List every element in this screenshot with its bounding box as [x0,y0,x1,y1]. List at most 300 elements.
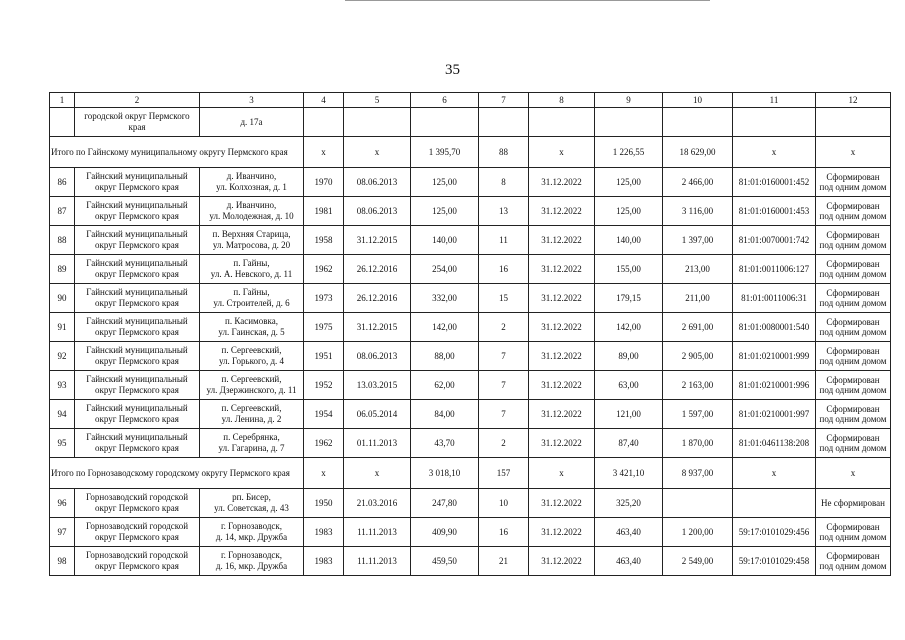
address-line: ул. Молодежная, д. 10 [209,211,294,221]
municipality [75,429,200,458]
subtotal-c9: 3 421,10 [595,458,663,489]
housing-register-table [49,92,891,576]
municipality-line: края [128,122,146,132]
cost-value: 2 905,00 [663,342,733,371]
cell-empty [733,108,816,137]
status-line: Сформирован [826,404,880,414]
land-area: 155,00 [595,255,663,284]
address-line: д. 16, мкр. Дружба [215,561,288,571]
status-line: под одним домом [819,327,887,337]
address-line: ул. Советская, д. 43 [214,503,289,513]
year-built: 1962 [304,429,344,458]
planned-date: 31.12.2022 [529,313,595,342]
status-line: под одним домом [819,414,887,424]
status-line: под одним домом [819,561,887,571]
row-number: 87 [50,197,75,226]
residents-count: 7 [479,342,529,371]
residents-count: 11 [479,226,529,255]
recognition-date: 26.12.2016 [344,255,411,284]
address-line: п. Гайны, [233,287,270,297]
municipality [75,371,200,400]
status-line: под одним домом [819,385,887,395]
subtotal-c6: 1 395,70 [411,137,479,168]
living-area: 88,00 [411,342,479,371]
year-built: 1958 [304,226,344,255]
row-number: 97 [50,518,75,547]
page-number: 35 [445,62,460,78]
table-row [50,197,891,226]
address [200,168,304,197]
address-line: ул. Матросова, д. 20 [212,240,291,250]
cost-value: 2 549,00 [663,547,733,576]
subtotal-c11: х [733,458,816,489]
subtotal-c8: х [529,458,595,489]
row-number: 96 [50,489,75,518]
residents-count: 10 [479,489,529,518]
address-line: ул. Строителей, д. 6 [213,298,290,308]
cell-empty [304,108,344,137]
column-number-row [50,93,891,108]
col-num: 12 [816,93,891,108]
municipality-line: округ Пермского края [95,443,179,453]
cadastral-number [733,489,816,518]
residents-count: 21 [479,547,529,576]
subtotal-c10: 18 629,00 [663,137,733,168]
municipality-line: Гайнский муниципальный [86,200,188,210]
year-built: 1954 [304,400,344,429]
cadastral-number: 59:17:0101029:456 [733,518,816,547]
row-number: 91 [50,313,75,342]
cost-value: 213,00 [663,255,733,284]
table-row [50,284,891,313]
cadastral-number: 81:01:0210001:996 [733,371,816,400]
municipality-line: Гайнский муниципальный [86,171,188,181]
municipality-line: округ Пермского края [95,211,179,221]
table-row [50,489,891,518]
year-built: 1970 [304,168,344,197]
table-row [50,168,891,197]
planned-date: 31.12.2022 [529,547,595,576]
top-rule [345,0,710,1]
recognition-date: 26.12.2016 [344,284,411,313]
status [816,313,891,342]
year-built: 1973 [304,284,344,313]
address-line: д. 14, мкр. Дружба [215,532,288,542]
cell-empty [411,108,479,137]
municipality-line: городской округ Пермского [84,111,190,121]
status-line: Сформирован [826,433,880,443]
subtotal-c7: 88 [479,137,529,168]
cadastral-number: 81:01:0210001:999 [733,342,816,371]
cell-empty [663,108,733,137]
residents-count: 13 [479,197,529,226]
municipality-line: округ Пермского края [95,240,179,250]
col-num: 1 [50,93,75,108]
cell-empty [50,108,75,137]
status-line: Сформирован [826,522,880,532]
status [816,429,891,458]
subtotal-c10: 8 937,00 [663,458,733,489]
municipality-line: округ Пермского края [95,385,179,395]
status-line: Сформирован [826,317,880,327]
status-line: Сформирован [826,201,880,211]
living-area: 142,00 [411,313,479,342]
municipality-line: округ Пермского края [95,356,179,366]
municipality-line: Гайнский муниципальный [86,229,188,239]
subtotal-c4: х [304,137,344,168]
address-line: ул. Гаинская, д. 5 [218,327,285,337]
subtotal-c11: х [733,137,816,168]
address-line: ул. Горького, д. 4 [218,356,285,366]
land-area: 179,15 [595,284,663,313]
municipality-line: округ Пермского края [95,532,179,542]
planned-date: 31.12.2022 [529,371,595,400]
status-line: под одним домом [819,356,887,366]
cost-value: 3 116,00 [663,197,733,226]
cost-value: 1 597,00 [663,400,733,429]
cadastral-number: 81:01:0461138:208 [733,429,816,458]
year-built: 1983 [304,518,344,547]
municipality [75,313,200,342]
table-row [50,342,891,371]
planned-date: 31.12.2022 [529,489,595,518]
residents-count: 16 [479,255,529,284]
col-num: 5 [344,93,411,108]
subtotal-label: Итого по Гайнскому муниципальному округу Пермского края [50,137,304,168]
col-num: 9 [595,93,663,108]
subtotal-c8: х [529,137,595,168]
status-line: Сформирован [826,230,880,240]
status-line: под одним домом [819,298,887,308]
municipality-line: округ Пермского края [95,298,179,308]
address-line: п. Сергеевский, [221,345,282,355]
residents-count: 7 [479,400,529,429]
table-row [50,429,891,458]
table-row [50,400,891,429]
land-area: 142,00 [595,313,663,342]
municipality-line: округ Пермского края [95,503,179,513]
cell-empty [344,108,411,137]
subtotal-label: Итого по Горнозаводскому городскому округу Пермского края [50,458,304,489]
municipality-line: Горнозаводский городской [85,521,189,531]
recognition-date: 08.06.2013 [344,342,411,371]
row-number: 88 [50,226,75,255]
status [816,518,891,547]
residents-count: 15 [479,284,529,313]
living-area: 459,50 [411,547,479,576]
status-line: Сформирован [826,346,880,356]
municipality-line: округ Пермского края [95,414,179,424]
status-line: Сформирован [826,551,880,561]
address [200,371,304,400]
row-number: 89 [50,255,75,284]
municipality [75,226,200,255]
residents-count: 16 [479,518,529,547]
table-row [50,371,891,400]
cost-value: 1 200,00 [663,518,733,547]
living-area: 409,90 [411,518,479,547]
municipality-line: округ Пермского края [95,561,179,571]
living-area: 125,00 [411,168,479,197]
land-area: 140,00 [595,226,663,255]
address-cell: д. 17а [200,108,304,137]
status-line: под одним домом [819,443,887,453]
row-number: 98 [50,547,75,576]
status-line: Сформирован [826,172,880,182]
municipality-line: Гайнский муниципальный [86,432,188,442]
residents-count: 8 [479,168,529,197]
cost-value: 2 691,00 [663,313,733,342]
table-body [50,93,891,576]
year-built: 1983 [304,547,344,576]
land-area: 125,00 [595,168,663,197]
municipality-line: округ Пермского края [95,327,179,337]
municipality [75,168,200,197]
year-built: 1950 [304,489,344,518]
planned-date: 31.12.2022 [529,400,595,429]
residents-count: 2 [479,429,529,458]
year-built: 1975 [304,313,344,342]
land-area: 325,20 [595,489,663,518]
status [816,255,891,284]
address [200,547,304,576]
table-row [50,518,891,547]
status-line: Не сформирован [821,498,885,508]
address-line: д. Иванчино, [226,171,277,181]
address [200,284,304,313]
cadastral-number: 81:01:0160001:453 [733,197,816,226]
cost-value: 2 466,00 [663,168,733,197]
municipality [75,400,200,429]
municipality-line: Горнозаводский городской [85,550,189,560]
status [816,197,891,226]
municipality [75,284,200,313]
cost-value: 211,00 [663,284,733,313]
col-num: 8 [529,93,595,108]
subtotal-c5: х [344,458,411,489]
municipality [75,518,200,547]
cost-value: 2 163,00 [663,371,733,400]
subtotal-c4: х [304,458,344,489]
recognition-date: 01.11.2013 [344,429,411,458]
row-number: 92 [50,342,75,371]
col-num: 6 [411,93,479,108]
municipality [75,547,200,576]
planned-date: 31.12.2022 [529,518,595,547]
municipality-line: Гайнский муниципальный [86,258,188,268]
status [816,489,891,518]
municipality [75,255,200,284]
land-area: 87,40 [595,429,663,458]
year-built: 1952 [304,371,344,400]
address-line: п. Сергеевский, [221,403,282,413]
continuation-row [50,108,891,137]
cost-value [663,489,733,518]
cost-value: 1 397,00 [663,226,733,255]
municipality-line: округ Пермского края [95,182,179,192]
living-area: 254,00 [411,255,479,284]
col-num: 3 [200,93,304,108]
residents-count: 7 [479,371,529,400]
recognition-date: 21.03.2016 [344,489,411,518]
col-num: 11 [733,93,816,108]
address [200,226,304,255]
living-area: 62,00 [411,371,479,400]
recognition-date: 06.05.2014 [344,400,411,429]
recognition-date: 08.06.2013 [344,168,411,197]
living-area: 43,70 [411,429,479,458]
col-num: 4 [304,93,344,108]
recognition-date: 13.03.2015 [344,371,411,400]
municipality-line: Гайнский муниципальный [86,374,188,384]
cadastral-number: 81:01:0011006:31 [733,284,816,313]
municipality-cell [75,108,200,137]
municipality [75,342,200,371]
recognition-date: 08.06.2013 [344,197,411,226]
land-area: 63,00 [595,371,663,400]
living-area: 125,00 [411,197,479,226]
recognition-date: 31.12.2015 [344,226,411,255]
status [816,400,891,429]
living-area: 247,80 [411,489,479,518]
address [200,400,304,429]
status [816,342,891,371]
address [200,255,304,284]
subtotal-c12: х [816,137,891,168]
table-row [50,547,891,576]
col-num: 7 [479,93,529,108]
municipality-line: Гайнский муниципальный [86,403,188,413]
year-built: 1951 [304,342,344,371]
address-line: п. Верхняя Старица, [212,229,291,239]
address-line: п. Серебрянка, [223,432,280,442]
address-line: ул. Гагарина, д. 7 [218,443,285,453]
living-area: 84,00 [411,400,479,429]
cadastral-number: 81:01:0080001:540 [733,313,816,342]
table-row [50,226,891,255]
year-built: 1962 [304,255,344,284]
cell-empty [529,108,595,137]
cadastral-number: 81:01:0210001:997 [733,400,816,429]
cell-empty [816,108,891,137]
municipality-line: округ Пермского края [95,269,179,279]
cell-empty [479,108,529,137]
col-num: 2 [75,93,200,108]
land-area: 89,00 [595,342,663,371]
status [816,547,891,576]
status-line: под одним домом [819,211,887,221]
land-area: 463,40 [595,518,663,547]
subtotal-c5: х [344,137,411,168]
address [200,197,304,226]
subtotal-c12: х [816,458,891,489]
status [816,371,891,400]
planned-date: 31.12.2022 [529,284,595,313]
subtotal-row [50,458,891,489]
address-line: г. Горнозаводск, [220,550,283,560]
address [200,489,304,518]
planned-date: 31.12.2022 [529,342,595,371]
status-line: Сформирован [826,375,880,385]
land-area: 125,00 [595,197,663,226]
address-line: г. Горнозаводск, [220,521,283,531]
year-built: 1981 [304,197,344,226]
planned-date: 31.12.2022 [529,226,595,255]
cadastral-number: 59:17:0101029:458 [733,547,816,576]
status-line: под одним домом [819,240,887,250]
land-area: 463,40 [595,547,663,576]
table-row [50,313,891,342]
subtotal-c9: 1 226,55 [595,137,663,168]
planned-date: 31.12.2022 [529,197,595,226]
subtotal-row [50,137,891,168]
address-line: ул. Колхозная, д. 1 [216,182,287,192]
residents-count: 2 [479,313,529,342]
address-line: п. Гайны, [233,258,270,268]
recognition-date: 11.11.2013 [344,518,411,547]
status [816,226,891,255]
address [200,518,304,547]
address [200,342,304,371]
status [816,168,891,197]
municipality-line: Гайнский муниципальный [86,345,188,355]
status-line: под одним домом [819,269,887,279]
address-line: ул. А. Невского, д. 11 [210,269,293,279]
address-line: п. Касимовка, [225,316,278,326]
row-number: 90 [50,284,75,313]
cost-value: 1 870,00 [663,429,733,458]
cadastral-number: 81:01:0070001:742 [733,226,816,255]
address-line: рп. Бисер, [232,492,271,502]
address-line: ул. Ленина, д. 2 [221,414,282,424]
status-line: Сформирован [826,259,880,269]
land-area: 121,00 [595,400,663,429]
address [200,429,304,458]
living-area: 332,00 [411,284,479,313]
municipality [75,197,200,226]
address-line: д. Иванчино, [226,200,277,210]
subtotal-c7: 157 [479,458,529,489]
row-number: 95 [50,429,75,458]
municipality-line: Горнозаводский городской [85,492,189,502]
status-line: Сформирован [826,288,880,298]
row-number: 94 [50,400,75,429]
cadastral-number: 81:01:0160001:452 [733,168,816,197]
planned-date: 31.12.2022 [529,168,595,197]
planned-date: 31.12.2022 [529,255,595,284]
address [200,313,304,342]
address-line: ул. Дзержинского, д. 11 [206,385,297,395]
address-line: п. Сергеевский, [221,374,282,384]
recognition-date: 31.12.2015 [344,313,411,342]
status-line: под одним домом [819,532,887,542]
recognition-date: 11.11.2013 [344,547,411,576]
municipality-line: Гайнский муниципальный [86,287,188,297]
row-number: 93 [50,371,75,400]
cadastral-number: 81:01:0011006:127 [733,255,816,284]
table-row [50,255,891,284]
municipality [75,489,200,518]
col-num: 10 [663,93,733,108]
living-area: 140,00 [411,226,479,255]
status-line: под одним домом [819,182,887,192]
planned-date: 31.12.2022 [529,429,595,458]
cell-empty [595,108,663,137]
row-number: 86 [50,168,75,197]
municipality-line: Гайнский муниципальный [86,316,188,326]
status [816,284,891,313]
subtotal-c6: 3 018,10 [411,458,479,489]
